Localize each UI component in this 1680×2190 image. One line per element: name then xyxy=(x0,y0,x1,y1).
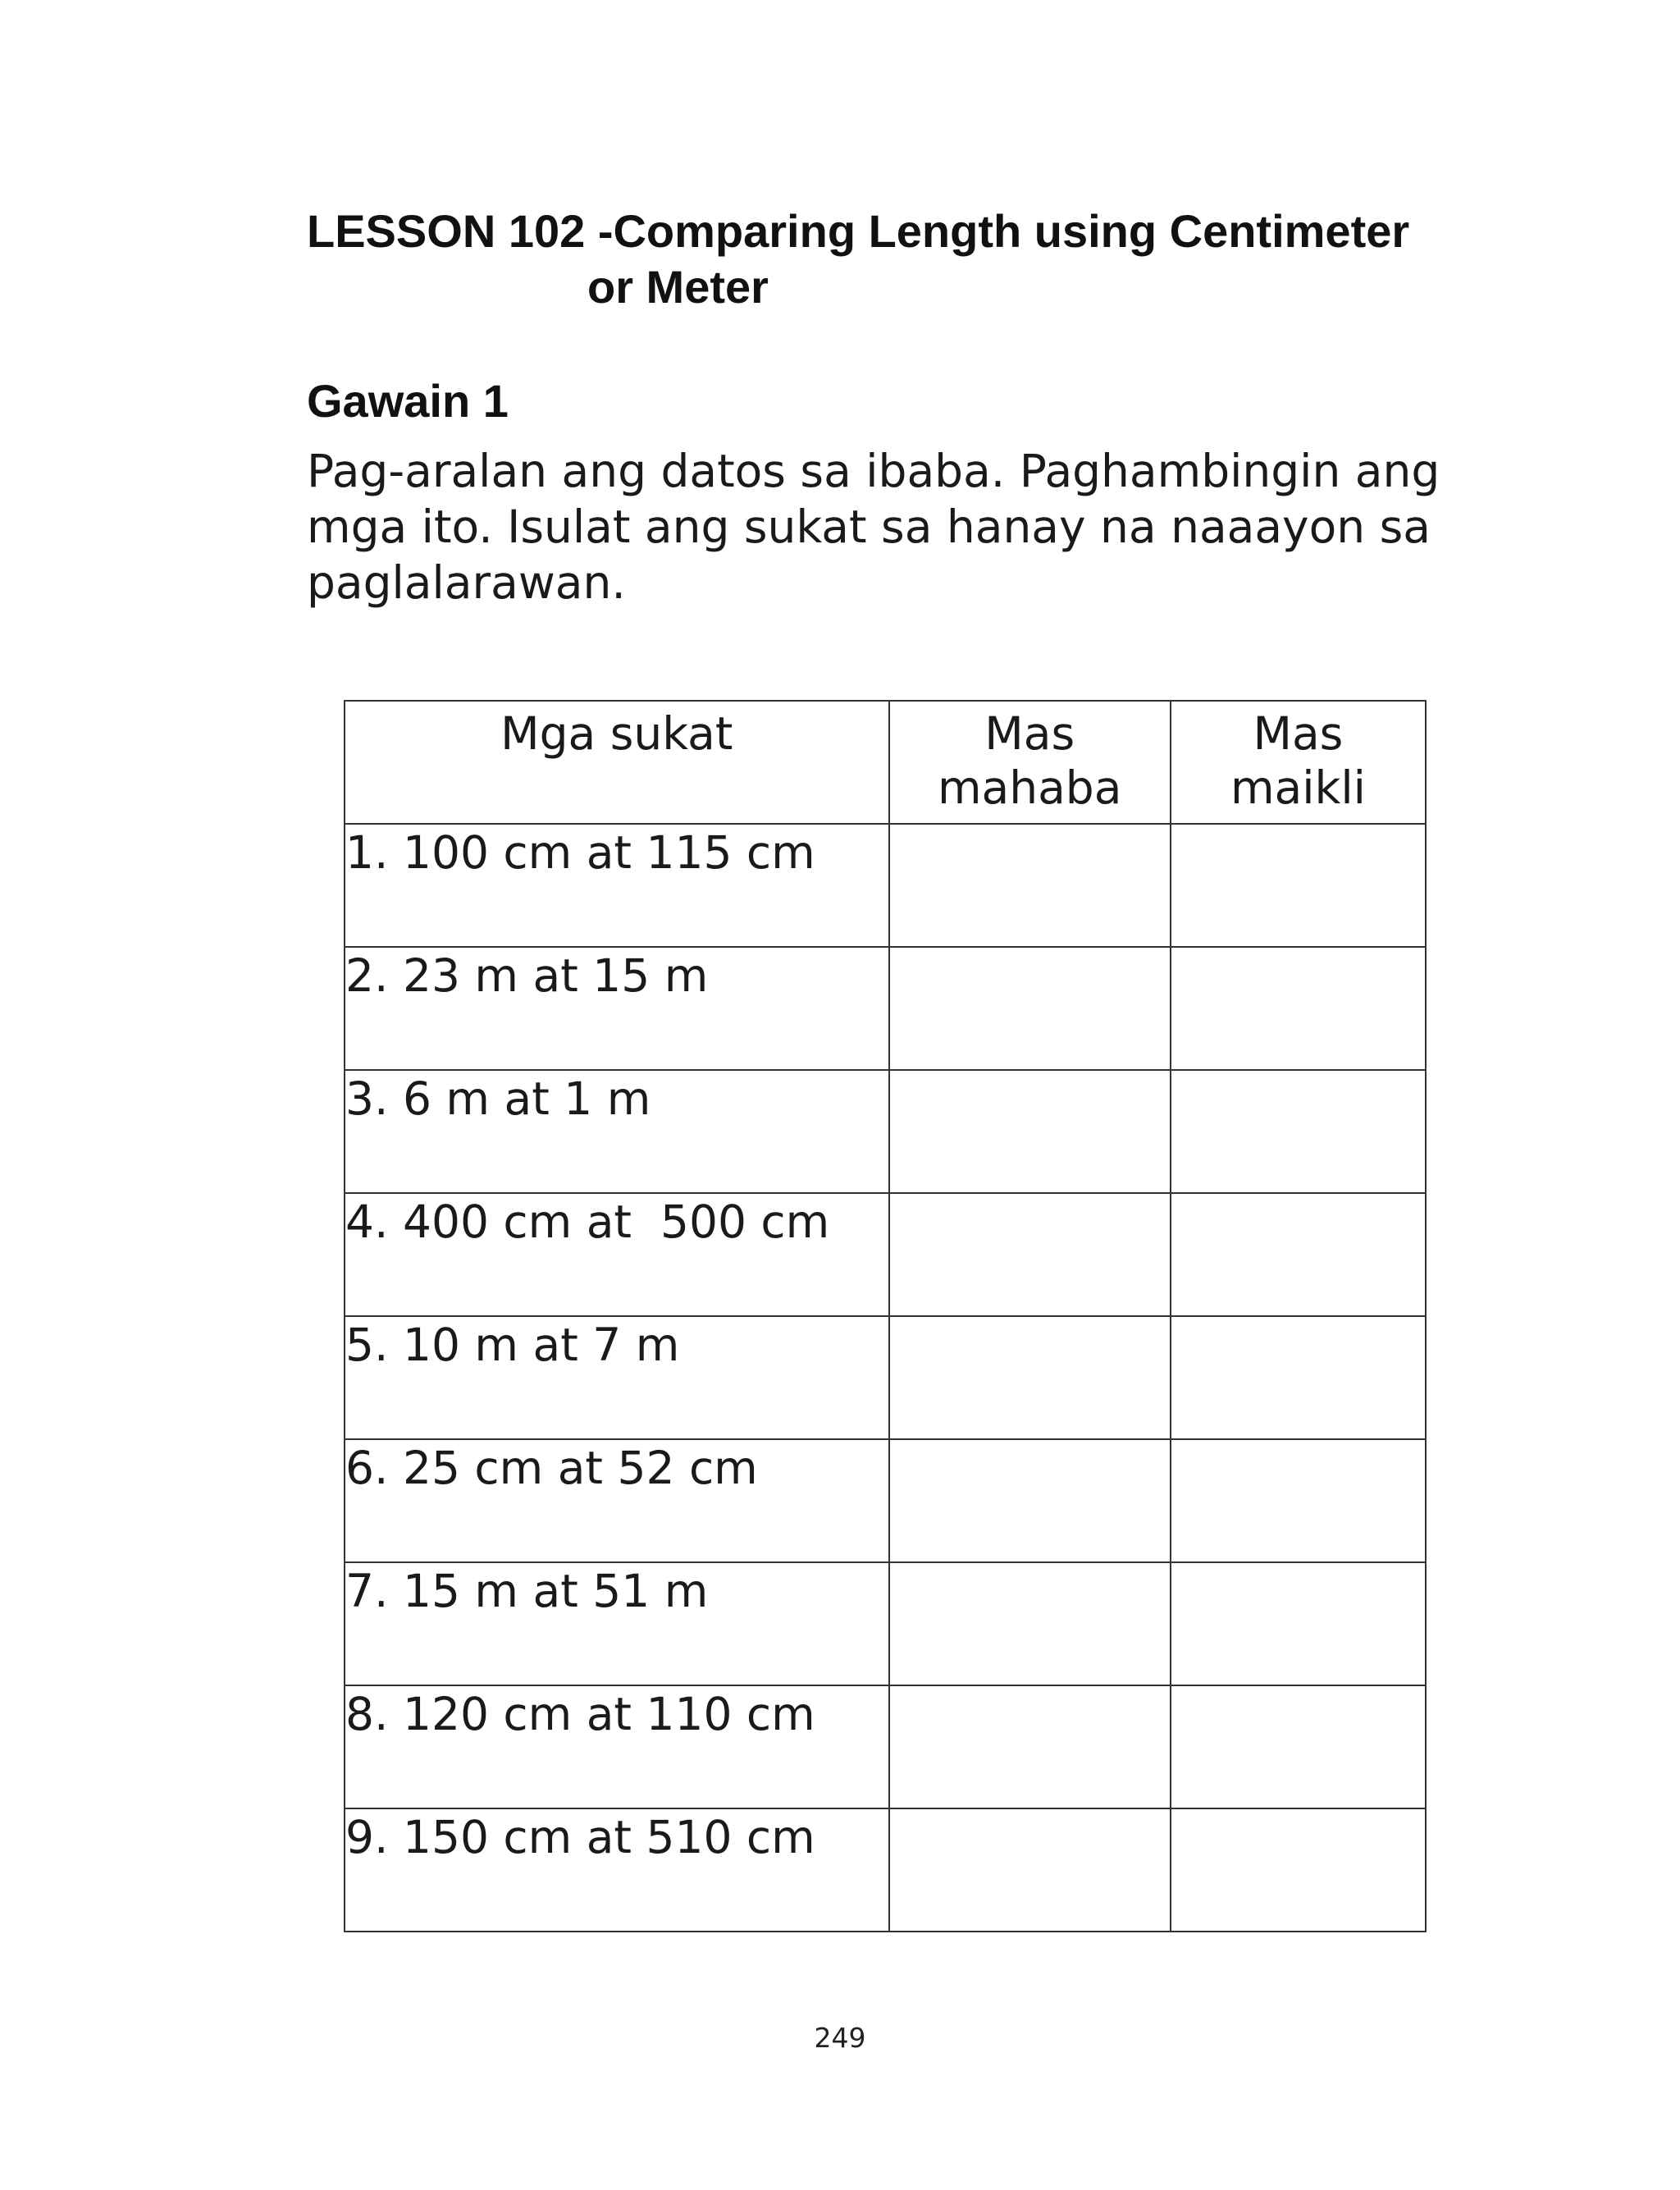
answer-shorter-cell[interactable] xyxy=(1171,1070,1426,1193)
measure-cell: 1. 100 cm at 115 cm xyxy=(345,824,889,947)
header-shorter xyxy=(1171,701,1426,824)
answer-longer-cell[interactable] xyxy=(889,1808,1171,1932)
table-row xyxy=(345,947,1426,1070)
measure-cell: 3. 6 m at 1 m xyxy=(345,1070,889,1193)
header-measures-label: Mga sukat xyxy=(500,707,733,760)
table-row xyxy=(345,1070,1426,1193)
answer-longer-cell[interactable] xyxy=(889,1685,1171,1808)
measure-cell: 2. 23 m at 15 m xyxy=(345,947,889,1070)
lesson-title xyxy=(307,203,1472,315)
activity-title: Gawain 1 xyxy=(307,375,509,427)
answer-shorter-cell[interactable] xyxy=(1171,1193,1426,1316)
header-longer-line2: mahaba xyxy=(937,761,1122,814)
table-row xyxy=(345,1562,1426,1685)
answer-longer-cell[interactable] xyxy=(889,1562,1171,1685)
answer-longer-cell[interactable] xyxy=(889,1439,1171,1562)
comparison-table xyxy=(344,700,1427,1932)
answer-longer-cell[interactable] xyxy=(889,1316,1171,1439)
measure-cell: 9. 150 cm at 510 cm xyxy=(345,1808,889,1932)
measure-cell: 8. 120 cm at 110 cm xyxy=(345,1685,889,1808)
answer-shorter-cell[interactable] xyxy=(1171,824,1426,947)
header-longer-line1: Mas xyxy=(984,707,1075,760)
measure-cell: 6. 25 cm at 52 cm xyxy=(345,1439,889,1562)
table-row xyxy=(345,1193,1426,1316)
table-row xyxy=(345,1808,1426,1932)
measure-cell: 7. 15 m at 51 m xyxy=(345,1562,889,1685)
header-shorter-line1: Mas xyxy=(1253,707,1344,760)
answer-longer-cell[interactable] xyxy=(889,824,1171,947)
measure-cell: 4. 400 cm at 500 cm xyxy=(345,1193,889,1316)
lesson-title-line2: or Meter xyxy=(587,261,769,313)
table-row xyxy=(345,1439,1426,1562)
answer-shorter-cell[interactable] xyxy=(1171,1685,1426,1808)
table-row xyxy=(345,824,1426,947)
answer-shorter-cell[interactable] xyxy=(1171,1808,1426,1932)
lesson-title-line1: LESSON 102 -Comparing Length using Centimeter xyxy=(307,205,1410,257)
header-longer xyxy=(889,701,1171,824)
answer-shorter-cell[interactable] xyxy=(1171,947,1426,1070)
header-shorter-line2: maikli xyxy=(1230,761,1366,814)
table-row xyxy=(345,1316,1426,1439)
page-number: 249 xyxy=(814,2022,866,2054)
table-row xyxy=(345,1685,1426,1808)
answer-shorter-cell[interactable] xyxy=(1171,1316,1426,1439)
measure-cell: 5. 10 m at 7 m xyxy=(345,1316,889,1439)
answer-longer-cell[interactable] xyxy=(889,947,1171,1070)
answer-longer-cell[interactable] xyxy=(889,1193,1171,1316)
header-measures xyxy=(345,701,889,824)
answer-shorter-cell[interactable] xyxy=(1171,1562,1426,1685)
table-header-row xyxy=(345,701,1426,824)
answer-shorter-cell[interactable] xyxy=(1171,1439,1426,1562)
activity-instructions: Pag-aralan ang datos sa ibaba. Paghambingin ang mga ito. Isulat ang sukat sa hanay na naaayon sa paglalarawan. xyxy=(307,445,1440,609)
answer-longer-cell[interactable] xyxy=(889,1070,1171,1193)
